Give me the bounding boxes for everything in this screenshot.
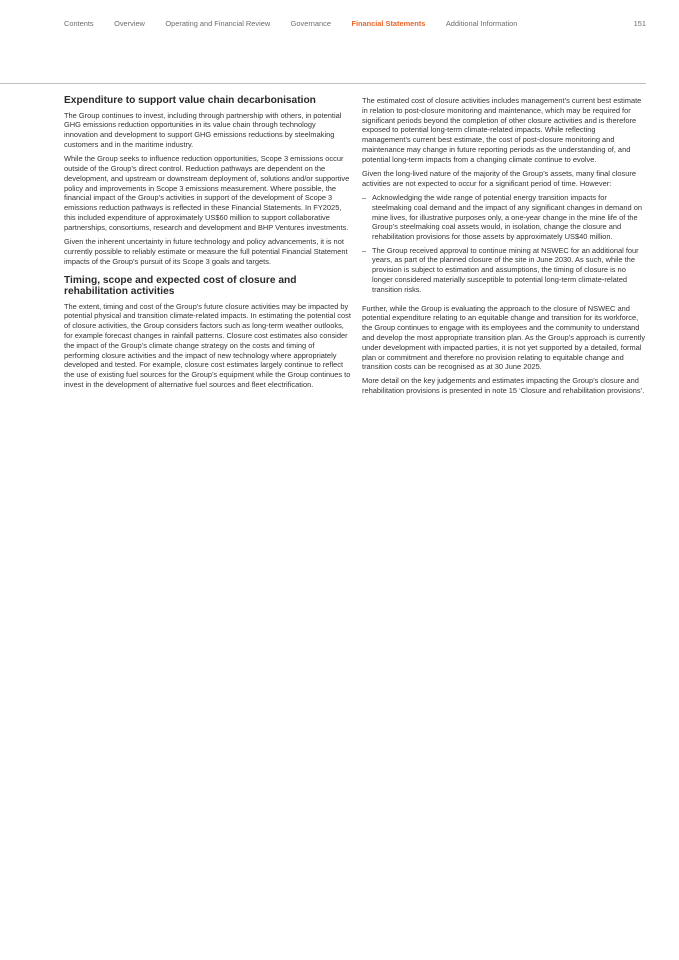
- paragraph: Given the long-lived nature of the majority of the Group’s assets, many final closure activities are not expected to occur for a significant period of time. However:: [362, 168, 636, 188]
- paragraph: While the Group seeks to influence reduction opportunities, Scope 3 emissions occur outside of the Group’s direct control. Reduction pathways are dependent on the development, and upstream or downstream deployment of, solutions and/or supportive policy and improvements in Scope 3 emissions measurement. Where possible, the financial impact of the Group’s activities in support of the development of Scope 3 emissions reduction pathways is reflected in these Financial Statements. In FY2025, this included expenditure of approximately US$60 million to support collaborative partnerships, consortiums, research and development and BHP Ventures investments.: [64, 154, 350, 232]
- paragraph: The estimated cost of closure activities includes management’s current best estimate in relation to post-closure monitoring and maintenance, which may be required for significant periods beyond the completion of other closure activities and is therefore exposed to potential long-term climate-related impacts. While reflecting management’s current best estimate, the cost of post-closure monitoring and maintenance may change in future reporting periods as the understanding of, and potential long-term impacts from a changing climate continue to evolve.: [362, 96, 642, 164]
- list-item-text: The Group received approval to continue mining at NSWEC for an additional four years, as part of the planned closure of the site in June 2030. As such, while the provision is subject to estimation and assumptions, the timing of closure is no longer considered materially susceptible to potential long-term climate-related transition risks.: [372, 245, 639, 294]
- section-heading-closure: Timing, scope and expected cost of closure and rehabilitation activities: [64, 275, 297, 297]
- paragraph: Further, while the Group is evaluating the approach to the closure of NSWEC and potential expenditure relating to an equitable change and transition for its workforce, the Group continues to engage with its employees and the community to understand and develop the most appropriate transition plan. As the Group’s approach is currently under development with impacted parties, it is not yet supported by a detailed, formal plan or commitment and therefore no provision relating to equitable change and transition costs can be recognised as at 30 June 2025.: [362, 303, 646, 372]
- nav-governance[interactable]: Governance: [290, 18, 331, 28]
- left-column: [64, 96, 351, 394]
- header-divider: [0, 83, 646, 84]
- paragraph: The Group continues to invest, including through partnership with others, in potential GHG emissions reduction opportunities in its value chain through technology innovation and development to support GHG emissions reductions by steelmaking customers and in the maritime industry.: [64, 110, 342, 149]
- bullet-list: [362, 193, 646, 295]
- list-item-text: Acknowledging the wide range of potential energy transition impacts for steelmaking coal demand and the impact of any significant changes in demand on mine lives, for illustrative purposes only, a one-year change in the mine life of the Group’s steelmaking coal assets would, in isolation, change the closure and rehabilitation provisions for those assets by approximately US$40 million.: [372, 192, 642, 242]
- nav-additional-information[interactable]: Additional Information: [445, 18, 518, 28]
- dash-bullet-icon: –: [362, 245, 367, 255]
- nav-financial-statements[interactable]: Financial Statements: [351, 18, 426, 28]
- paragraph: The extent, timing and cost of the Group’s future closure activities may be impacted by potential physical and transition climate-related impacts. In estimating the potential cost of closure activities, the Group considers factors such as long-term weather outlooks, for example forecast changes in rainfall patterns. Closure cost estimates also consider the impact of the Group’s climate change strategy on the costs and timing of performing closure activities and the impact of new technology where appropriately developed and tested. For example, closure cost estimates largely continue to reflect the use of existing fuel sources for the Group’s equipment while the Group continues to invest in the development of alternative fuel sources and fleet electrification.: [64, 301, 351, 389]
- list-item: [362, 246, 646, 295]
- paragraph: More detail on the key judgements and estimates impacting the Group’s closure and rehabilitation provisions is presented in note 15 ‘Closure and rehabilitation provisions’.: [362, 376, 645, 396]
- paragraph: Given the inherent uncertainty in future technology and policy advancements, it is not currently possible to reliably estimate or measure the full potential Financial Statement impacts of the Group’s pursuit of its Scope 3 goals and targets.: [64, 236, 348, 266]
- top-navigation: [64, 17, 646, 29]
- right-column: [362, 96, 646, 400]
- dash-bullet-icon: –: [362, 192, 367, 202]
- nav-contents[interactable]: Contents: [64, 18, 94, 28]
- nav-operating-financial-review[interactable]: Operating and Financial Review: [165, 18, 271, 28]
- page-number: 151: [633, 18, 646, 28]
- section-heading-value-chain: Expenditure to support value chain decarbonisation: [64, 95, 316, 106]
- nav-overview[interactable]: Overview: [114, 18, 145, 28]
- list-item: [362, 193, 646, 242]
